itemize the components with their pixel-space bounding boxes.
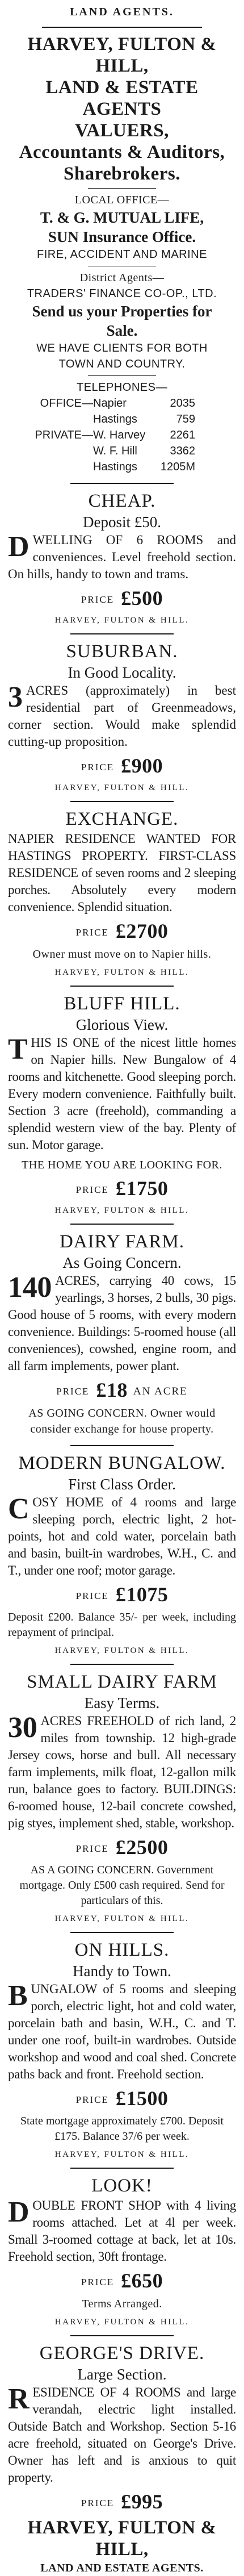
listing-note: Owner must move on to Napier hills. (32, 948, 212, 961)
telephone-row: Hastings 1205M (93, 461, 195, 473)
listing-price: PRICE £900 (81, 754, 163, 777)
firm-name: HARVEY, FULTON & HILL, (27, 34, 217, 76)
listing-cheap (8, 490, 236, 625)
listing-look (8, 2174, 236, 2327)
listing-note: State mortgage approximately £700. Deposit £175. Balance 37/6 per week. (20, 2115, 224, 2143)
listing-note: Deposit £200. Balance 35/- per week, including repayment of principal. (8, 1611, 236, 1639)
divider (70, 633, 174, 634)
telephone-row: OFFICE— Napier 2035 (40, 397, 195, 410)
listing-price: PRICE £1500 (75, 2087, 169, 2110)
divider (70, 986, 174, 987)
divider (88, 375, 156, 376)
listing-price: PRICE £1075 (75, 1583, 169, 1606)
agent-line: HARVEY, FULTON & HILL. (54, 616, 190, 625)
listing-body: 3 ACRES (approximately) in best residential part of Greenmeadows, corner section. Would make splendid cutting-up proposition. (8, 681, 236, 749)
listing-heading: EXCHANGE. (65, 809, 179, 829)
divider (70, 483, 174, 484)
send-line-1: Send us your Properties for (32, 303, 212, 320)
telephone-list (8, 395, 236, 475)
listing-price: PRICE £995 (81, 2490, 163, 2513)
listing-note: AS GOING CONCERN. Owner would consider exchange for house property. (28, 1407, 216, 1435)
listing-price: PRICE £650 (81, 2269, 163, 2292)
office-line-2: SUN Insurance Office. (48, 228, 196, 245)
listing-subheading: As Going Concern. (62, 1254, 182, 1271)
listing-heading: BLUFF HILL. (64, 993, 180, 1014)
listing-body: THIS IS ONE of the nicest little homes on Napier hills. New Bungalow of 4 rooms and kitchenette. Good sleeping porch. Every modern convenience. Faithfully built. Section 3 acre (freehold), commanding a splendid western view of the bay. Plenty of sun. Motor garage. (8, 1033, 236, 1152)
listing-price: PRICE £2700 (75, 920, 169, 942)
footer-firm-name-1: HARVEY, FULTON & (27, 2517, 217, 2538)
clients-line-1: WE HAVE CLIENTS FOR BOTH (36, 342, 208, 354)
listing-subheading: Easy Terms. (84, 1694, 160, 1711)
agent-line: HARVEY, FULTON & HILL. (54, 1914, 190, 1923)
listing-heading: SUBURBAN. (66, 641, 178, 662)
listing-georges-drive (8, 2342, 236, 2514)
listing-body: 30 ACRES FREEHOLD of rich land, 2 miles from township. 12 high-grade Jersey cows, horse and bull. All necessary farm implements, milk float, 12-gallon milk run, balance goes to factory. BUILDINGS: 6-roomed house, 12-bail concrete cowshed, pig styes, implement shed, stable, workshop. (8, 1711, 236, 1830)
telephone-row: W. F. Hill 3362 (93, 445, 195, 457)
divider (42, 27, 202, 28)
telephone-row: Hastings 759 (93, 413, 195, 425)
agent-line: HARVEY, FULTON & HILL. (54, 2150, 190, 2159)
listing-bluff-hill (8, 992, 236, 1216)
telephone-row: PRIVATE— W. Harvey 2261 (35, 429, 195, 441)
listing-body: COSY HOME of 4 rooms and large sleeping porch, electric light, 2 hot-points, hot and cold water, porcelain bath and basin, built-in wardrobes, W.H., C. and T., under one roof; motor garage. (8, 1493, 236, 1577)
divider (70, 1932, 174, 1933)
divider (70, 1445, 174, 1446)
listing-heading: ON HILLS. (74, 1940, 170, 1960)
listing-note: Terms Arranged. (82, 2298, 162, 2310)
listing-small-dairy-farm (8, 1671, 236, 1924)
agent-line: HARVEY, FULTON & HILL. (54, 2318, 190, 2327)
district-name: TRADERS' FINANCE CO-OP., LTD. (27, 287, 217, 300)
clients-line-2: TOWN AND COUNTRY. (58, 358, 186, 370)
listing-price: PRICE £2500 (75, 1836, 169, 1859)
send-line-2: Sale. (106, 322, 138, 339)
divider (70, 1224, 174, 1225)
section-title: LAND AGENTS. (70, 6, 174, 18)
listing-subheading: First Class Order. (68, 1476, 176, 1493)
listing-body: DWELLING OF 6 ROOMS and conveniences. Level freehold section. On hills, handy to town and trams. (8, 531, 236, 581)
firm-tagline-3: Accountants & Auditors, (19, 142, 225, 162)
footer-firm-name-2: HILL, (95, 2539, 149, 2560)
listing-on-hills (8, 1939, 236, 2160)
listing-price: PRICE £18 AN ACRE (56, 1379, 188, 1401)
agent-line: HARVEY, FULTON & HILL. (54, 1206, 190, 1215)
telephones-label: TELEPHONES— (77, 381, 167, 394)
firm-tagline-1: LAND & ESTATE AGENTS (45, 77, 199, 119)
divider (70, 2168, 174, 2169)
office-line-3: FIRE, ACCIDENT AND MARINE (37, 248, 207, 261)
divider (88, 188, 156, 189)
listing-note: THE HOME YOU ARE LOOKING FOR. (22, 1159, 222, 1171)
listing-exchange (8, 808, 236, 978)
listing-subheading: Large Section. (77, 2366, 167, 2383)
listing-heading: LOOK! (91, 2176, 153, 2196)
listing-body: BUNGALOW of 5 rooms and sleeping porch, electric light, hot and cold water, porcelain bath and basin, W.H., C. and T. under one roof, built-in wardrobes. Outside workshop and wood and coal shed. Concrete paths back and front. Freehold section. (8, 1980, 236, 2081)
listing-body: RESIDENCE OF 4 ROOMS and large verandah, electric light installed. Outside Batch and Workshop. Section 5-16 acre freehold, situated on George's Drive. Owner has left and is anxious to quit property. (8, 2383, 236, 2485)
district-label: District Agents— (79, 272, 165, 284)
listing-subheading: Deposit £50. (83, 513, 161, 531)
listing-heading: DAIRY FARM. (59, 1231, 185, 1252)
listing-body: 140 ACRES, carrying 40 cows, 15 yearlings, 3 horses, 2 bulls, 30 pigs. Good house of 5 rooms, with every modern convenience. Buildings: 5-roomed house (all conveniences), cowshed, engine room, and all farm implements, power plant. (8, 1271, 236, 1373)
office-line-1: T. & G. MUTUAL LIFE, (40, 209, 204, 226)
listing-subheading: Handy to Town. (73, 1963, 171, 1980)
listing-subheading: Glorious View. (75, 1016, 169, 1033)
agent-line: HARVEY, FULTON & HILL. (54, 1646, 190, 1655)
firm-tagline-2: VALUERS, (75, 120, 169, 141)
divider (70, 1664, 174, 1665)
listing-subheading: In Good Locality. (68, 664, 176, 681)
listing-suburban (8, 640, 236, 793)
listing-heading: GEORGE'S DRIVE. (39, 2343, 205, 2364)
listing-dairy-farm (8, 1230, 236, 1437)
listing-body: DOUBLE FRONT SHOP with 4 living rooms attached. Let at 4l per week. Small 3-roomed cottage at back, let at 10s. Freehold section, 30ft frontage. (8, 2196, 236, 2264)
listing-body: NAPIER RESIDENCE WANTED FOR HASTINGS PROPERTY. FIRST-CLASS RESIDENCE of seven rooms and 2 sleeping porches. Absolutely every modern convenience. Splendid situation. (8, 832, 236, 914)
divider (70, 2335, 174, 2336)
footer-firm-tagline: LAND AND ESTATE AGENTS. (40, 2562, 204, 2574)
listing-heading: CHEAP. (88, 491, 156, 511)
listing-heading: SMALL DAIRY FARM (27, 1672, 217, 1692)
listing-heading: MODERN BUNGALOW. (18, 1453, 226, 1473)
divider (70, 801, 174, 802)
listing-modern-bungalow (8, 1452, 236, 1656)
local-office-label: LOCAL OFFICE— (74, 194, 170, 206)
listing-price: PRICE £1750 (75, 1177, 169, 1200)
firm-tagline-4: Sharebrokers. (63, 164, 181, 184)
listing-price: PRICE £500 (81, 587, 163, 609)
agent-line: HARVEY, FULTON & HILL. (54, 783, 190, 792)
listing-note: AS A GOING CONCERN. Government mortgage. Only £500 cash required. Send for particulars of this. (19, 1864, 225, 1907)
agent-line: HARVEY, FULTON & HILL. (54, 968, 190, 977)
classified-column (0, 6, 244, 2574)
